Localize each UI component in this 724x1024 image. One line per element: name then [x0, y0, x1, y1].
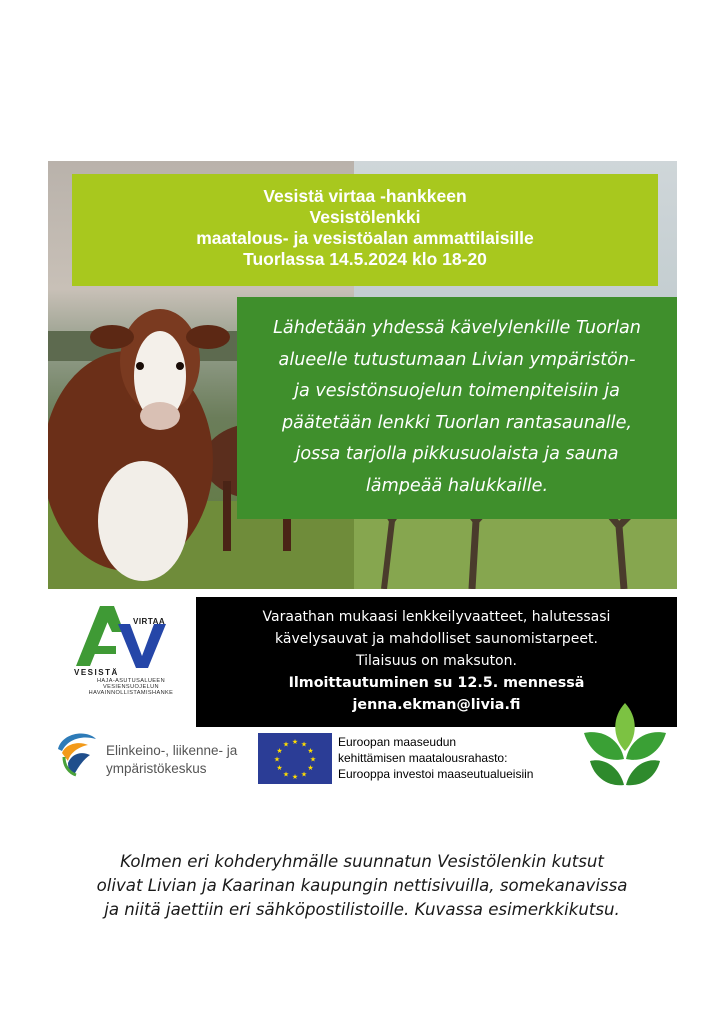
svg-text:★: ★: [276, 747, 283, 755]
info-line-3: Tilaisuus on maksuton.: [356, 653, 517, 669]
title-line-3: maatalous- ja vesistöalan ammattilaisille: [196, 228, 534, 248]
registration-email[interactable]: jenna.ekman@livia.fi: [352, 697, 521, 713]
description-line-5: jossa tarjolla pikkusuolaista ja sauna: [295, 444, 619, 464]
svg-text:★: ★: [291, 773, 299, 781]
eu-flag-icon: [258, 733, 332, 784]
description-line-2: alueelle tutustumaan Livian ympäristön-: [278, 349, 636, 370]
av-vesista-word: VESISTÄ: [74, 668, 119, 677]
eu-line-1: Euroopan maaseudun: [338, 735, 457, 749]
svg-text:★: ★: [276, 764, 283, 772]
ely-centre-name: [106, 742, 237, 778]
event-title-box: [72, 174, 658, 286]
svg-text:★: ★: [307, 747, 314, 755]
svg-text:★: ★: [291, 738, 299, 746]
description-line-3: ja vesistönsuojelun toimenpiteisiin ja: [294, 381, 620, 401]
av-tagline-line-3: HAVAINNOLLISTAMISHANKE: [88, 690, 174, 697]
av-tagline-line-2: VESIENSUOJELUN: [103, 684, 159, 691]
info-line-2: kävelysauvat ja mahdolliset saunomistarpeet.: [275, 631, 598, 647]
caption-line-2: olivat Livian ja Kaarinan kaupungin nettisivuilla, somekanavissa: [96, 876, 628, 895]
description-line-6: lämpeää halukkaille.: [365, 475, 549, 496]
eu-fund-text: [338, 734, 533, 782]
svg-text:★: ★: [309, 755, 317, 764]
av-tagline: [72, 678, 190, 697]
svg-text:★: ★: [300, 770, 308, 779]
caption-line-3: ja niitä jaettiin eri sähköpostilistoille. Kuvassa esimerkkikutsu.: [104, 900, 620, 919]
ely-centre-logo-icon: [52, 727, 104, 779]
av-virtaa-word: VIRTAA: [133, 617, 166, 626]
ely-line-2: ympäristökeskus: [106, 761, 207, 776]
av-tagline-line-1: HAJA-ASUTUSALUEEN: [96, 678, 166, 684]
title-line-2: Vesistölenkki: [309, 207, 421, 227]
image-caption: [40, 850, 684, 922]
registration-deadline: Ilmoittautuminen su 12.5. mennessä: [288, 675, 585, 691]
title-line-4: Tuorlassa 14.5.2024 klo 18-20: [243, 249, 487, 269]
caption-line-1: Kolmen eri kohderyhmälle suunnatun Vesistölenkin kutsut: [120, 852, 604, 871]
ely-line-1: Elinkeino-, liikenne- ja: [106, 743, 238, 758]
svg-text:★: ★: [273, 755, 281, 764]
info-line-1: Varaathan mukaasi lenkkeilyvaatteet, halutessasi: [262, 609, 611, 625]
svg-text:★: ★: [300, 740, 308, 749]
svg-text:★: ★: [307, 764, 314, 772]
svg-text:★: ★: [282, 770, 290, 779]
svg-text:★: ★: [282, 740, 290, 749]
title-line-1: Vesistä virtaa -hankkeen: [263, 186, 467, 206]
eu-stars-icon: [258, 733, 332, 784]
description-line-1: Lähdetään yhdessä kävelylenkille Tuorlan: [273, 318, 641, 338]
event-description-box: [237, 297, 677, 519]
green-leaves-icon: [580, 699, 670, 789]
eu-line-3: Eurooppa investoi maaseutualueisiin: [338, 767, 534, 781]
eu-line-2: kehittämisen maatalousrahasto:: [338, 751, 508, 765]
description-line-4: päätetään lenkki Tuorlan rantasaunalle,: [282, 412, 632, 433]
vesista-virtaa-logo: [72, 602, 190, 718]
